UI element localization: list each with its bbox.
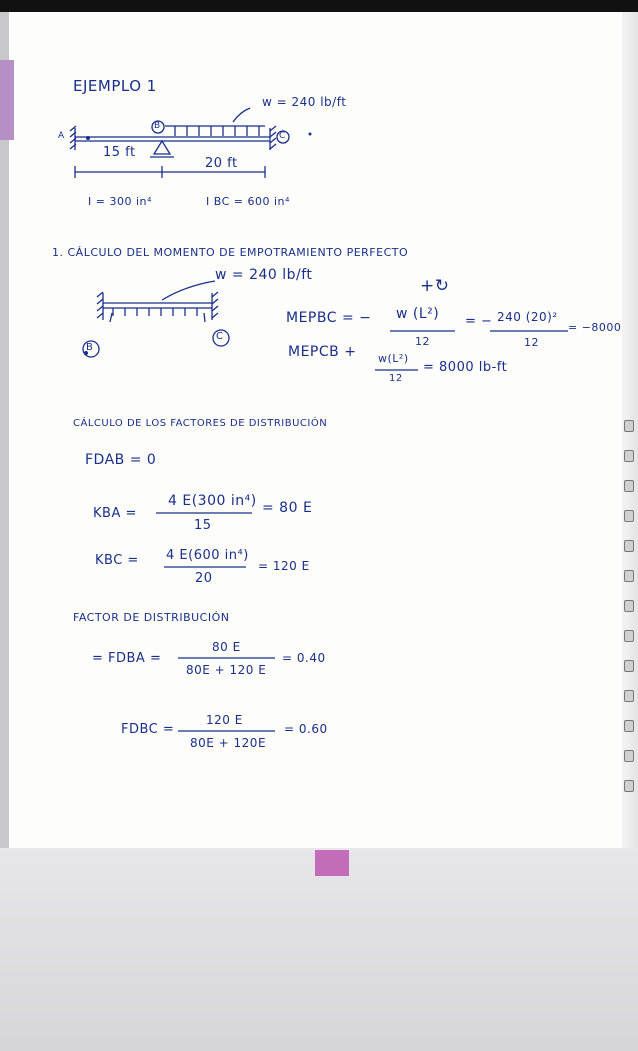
pin-support-b bbox=[154, 141, 170, 154]
load-label: w = 240 lb/ft bbox=[262, 95, 347, 109]
section2-heading: CÁLCULO DE LOS FACTORES DE DISTRIBUCIÓN bbox=[73, 418, 328, 429]
kba-lhs: KBA = bbox=[93, 506, 137, 521]
kbc-lhs: KBC = bbox=[95, 553, 139, 568]
mep-cb-num: w(L²) bbox=[378, 352, 409, 365]
fdbc-num: 120 E bbox=[206, 713, 243, 727]
fdbc-result: = 0.60 bbox=[284, 722, 328, 736]
load-pointer bbox=[233, 108, 250, 122]
fdbc-lhs: FDBC = bbox=[121, 722, 175, 737]
sign-convention: +↻ bbox=[420, 276, 450, 296]
fdbc-den: 80E + 120E bbox=[190, 736, 267, 750]
mep-bc-den: 12 bbox=[415, 335, 430, 348]
mep-bc-lhs: MEPBC = − bbox=[286, 310, 372, 326]
mep-cb-result: = 8000 lb-ft bbox=[423, 360, 508, 375]
fdba-result: = 0.40 bbox=[282, 651, 326, 665]
fdba-den: 80E + 120 E bbox=[186, 663, 267, 677]
support-label-c: C bbox=[279, 131, 286, 141]
kbc-num: 4 E(600 in⁴) bbox=[166, 548, 249, 563]
beam2-label-b: B bbox=[86, 342, 94, 353]
kba-den: 15 bbox=[194, 518, 212, 533]
support-label-a: A bbox=[58, 131, 65, 141]
kbc-den: 20 bbox=[195, 571, 213, 586]
span-bc: 20 ft bbox=[205, 156, 238, 171]
section3-heading: FACTOR DE DISTRIBUCIÓN bbox=[73, 611, 230, 624]
fd-ab: FDAB = 0 bbox=[85, 452, 157, 468]
inertia-bc: I BC = 600 in⁴ bbox=[206, 195, 290, 208]
mep-bc-eq: = − bbox=[465, 314, 493, 329]
span-ab: 15 ft bbox=[103, 145, 136, 160]
fdba-lhs: = FDBA = bbox=[92, 651, 162, 666]
kba-result: = 80 E bbox=[262, 500, 313, 516]
support-label-b: B bbox=[154, 121, 161, 131]
page-title: EJEMPLO 1 bbox=[73, 77, 157, 95]
inertia-ab: I = 300 in⁴ bbox=[88, 195, 152, 208]
kbc-result: = 120 E bbox=[258, 559, 310, 573]
section1-heading: 1. CÁLCULO DEL MOMENTO DE EMPOTRAMIENTO PERFECTO bbox=[52, 246, 409, 259]
mep-bc-den2: 12 bbox=[524, 336, 539, 349]
load2-pointer bbox=[162, 281, 215, 300]
beam2-label-c: C bbox=[216, 331, 224, 342]
mep-cb-den: 12 bbox=[389, 373, 403, 384]
mep-cb-lhs: MEPCB + bbox=[288, 344, 357, 360]
load2-label: w = 240 lb/ft bbox=[215, 267, 313, 283]
kba-num: 4 E(300 in⁴) bbox=[168, 493, 257, 509]
mep-bc-num: w (L²) bbox=[396, 306, 440, 322]
mep-bc-num2: 240 (20)² bbox=[497, 310, 558, 324]
fdba-num: 80 E bbox=[212, 640, 241, 654]
mep-bc-result: = −8000 bbox=[568, 321, 622, 334]
